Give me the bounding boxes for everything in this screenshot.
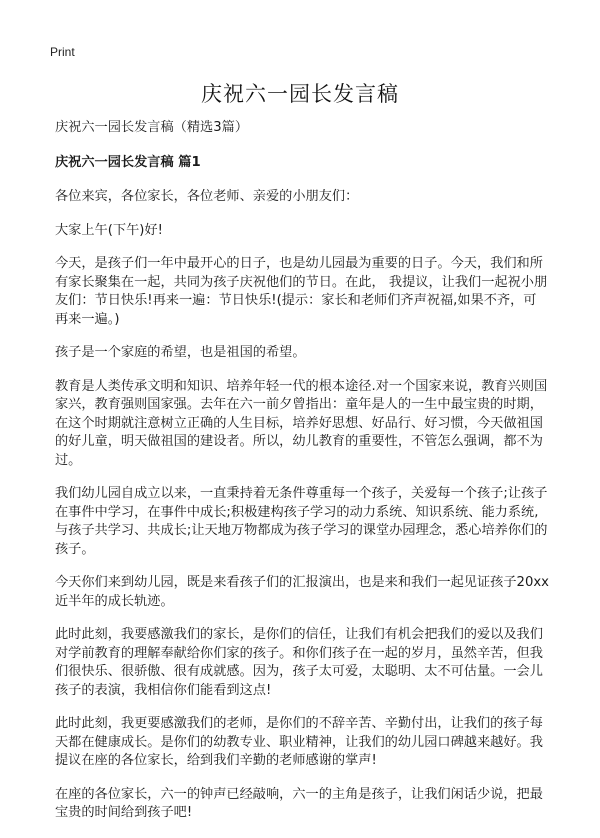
page-title: 庆祝六一园长发言稿: [201, 82, 399, 106]
paragraph: 教育是人类传承文明和知识、培养年轻一代的根本途径.对一个国家来说，教育兴则国家兴，教育强则国家强。去年在六一前夕曾指出：童年是人的一生中最宝贵的时期，在这个时期就注意树立正确的人生目标，培养好思想、好品行、好习惯，今天做祖国的好儿童，明天做祖国的建设者。所以，幼儿教育的重要性，不管怎么强调，都不为过。: [55, 378, 548, 468]
paragraph: 此时此刻，我要感激我们的家长，是你们的信任，让我们有机会把我们的爱以及我们对学前教育的理解奉献给你们家的孩子。和你们孩子在一起的岁月，虽然辛苦，但我们很快乐、很骄傲、很有成就感。因为，孩子太可爱，太聪明、太不可估量。一会儿孩子的表演，我相信你们能看到这点!: [55, 627, 543, 698]
paragraph: 各位来宾，各位家长，各位老师、亲爱的小朋友们：: [55, 189, 359, 204]
print-label[interactable]: Print: [50, 45, 75, 59]
paragraph: 孩子是一个家庭的希望，也是祖国的希望。: [55, 345, 306, 360]
paragraph: 大家上午(下午)好!: [55, 222, 163, 238]
paragraph: 今天你们来到幼儿园，既是来看孩子们的汇报演出，也是来和我们一起见证孩子20xx近半年的成长轨迹。: [55, 575, 549, 609]
document-body: [55, 119, 549, 838]
paragraph: 我们幼儿园自成立以来，一直秉持着无条件尊重每一个孩子，关爱每一个孩子;让孩子在事件中学习，在事件中成长;积极建构孩子学习的动力系统、知识系统、能力系统,与孩子共学习、共成长;让天地万物都成为孩子学习的课堂办园理念，悉心培养你们的孩子。: [55, 486, 548, 557]
paragraph: 在座的各位家长，六一的钟声已经敲响，六一的主角是孩子，让我们闲话少说，把最宝贵的时间给到孩子吧!: [55, 786, 543, 820]
paragraph: 今天，是孩子们一年中最开心的日子，也是幼儿园最为重要的日子。今天，我们和所有家长聚集在一起，共同为孩子庆祝他们的节日。在此， 我提议，让我们一起祝小朋友们：节日快乐!再来一遍：节日快乐!(提示：家长和老师们齐声祝福,如果不齐，可再来一遍。): [55, 256, 548, 327]
paragraph: 此时此刻，我更要感激我们的老师，是你们的不辞辛苦、辛勤付出，让我们的孩子每天都在健康成长。是你们的幼教专业、职业精神，让我们的幼儿园口碑越来越好。我提议在座的各位家长，给到我们辛勤的老师感谢的掌声!: [55, 716, 543, 768]
section-heading: 庆祝六一园长发言稿 篇1: [55, 154, 201, 170]
document-subtitle: 庆祝六一园长发言稿（精选3篇）: [55, 120, 249, 135]
